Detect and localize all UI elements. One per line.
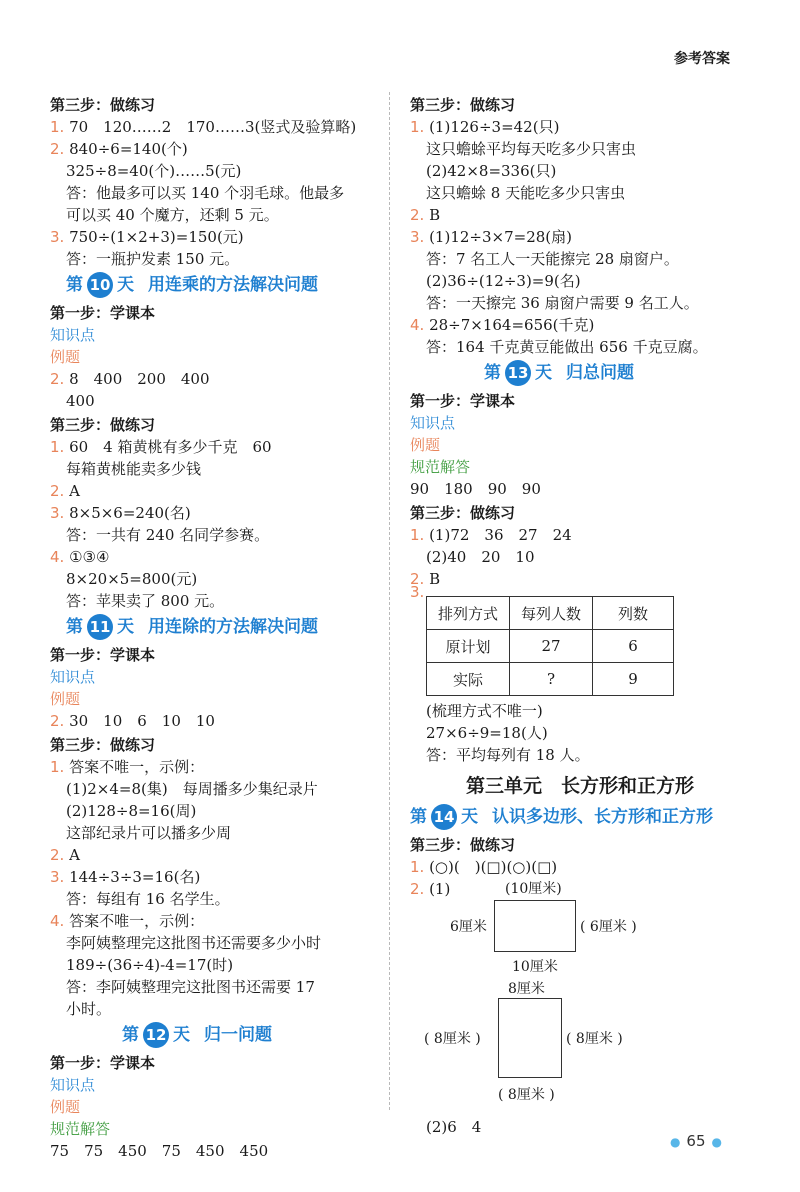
question-number: 3. bbox=[410, 228, 425, 246]
question-number: 2. bbox=[410, 880, 425, 898]
rectangle-right-label: ( 6厘米 ) bbox=[580, 919, 637, 935]
example-label: 例题 bbox=[50, 348, 81, 366]
answer-line: 答：7 名工人一天能擦完 28 扇窗户。 bbox=[426, 250, 679, 268]
answer-line: 小时。 bbox=[66, 1000, 112, 1018]
day-11-title bbox=[50, 612, 380, 642]
answer-line: 90 180 90 90 bbox=[410, 480, 541, 498]
knowledge-point-label: 知识点 bbox=[50, 326, 96, 344]
answer-line: 1. (○)( )(□)(○)(□) bbox=[410, 858, 558, 876]
day-suffix: 天 bbox=[535, 363, 552, 383]
day-13-title bbox=[410, 358, 750, 388]
day-number-badge: 12 bbox=[143, 1022, 169, 1048]
question-number: 2. bbox=[50, 482, 65, 500]
step-heading: 第三步：做练习 bbox=[50, 416, 156, 434]
day-topic: 归一问题 bbox=[204, 1025, 272, 1045]
day-prefix: 第 bbox=[122, 1025, 139, 1045]
day-prefix: 第 bbox=[484, 363, 501, 383]
table-row bbox=[427, 630, 674, 663]
answer-line: 2. B bbox=[410, 206, 441, 224]
answer-line: (2)42×8=336(只) bbox=[426, 162, 557, 180]
left-column bbox=[50, 92, 380, 1162]
question-number: 2. bbox=[50, 712, 65, 730]
answer-line: 4. ①③④ bbox=[50, 548, 110, 566]
answer-line: 400 bbox=[66, 392, 95, 410]
answer-line: 3. 144÷3÷3=16(名) bbox=[50, 868, 201, 886]
rectangle-top-label: (10厘米) bbox=[505, 881, 562, 897]
question-number: 1. bbox=[50, 758, 65, 776]
answer-line: 4. 答案不唯一，示例： bbox=[50, 912, 205, 930]
answer-line: 答：他最多可以买 140 个羽毛球。他最多 bbox=[66, 184, 345, 202]
day-number-badge: 14 bbox=[431, 804, 457, 830]
answer-line: 3. 8×5×6=240(名) bbox=[50, 504, 191, 522]
answer-line: 1. 答案不唯一，示例： bbox=[50, 758, 205, 776]
answer-line: 这只蟾蜍 8 天能吃多少只害虫 bbox=[426, 184, 626, 202]
unit-title: 第三单元 长方形和正方形 bbox=[465, 775, 694, 797]
square-shape bbox=[498, 998, 562, 1078]
example-label: 例题 bbox=[50, 690, 81, 708]
answer-line: 189÷(36÷4)-4=17(时) bbox=[66, 956, 234, 974]
question-number: 3. bbox=[50, 228, 65, 246]
day-number-badge: 13 bbox=[505, 360, 531, 386]
table-cell: 实际 bbox=[427, 663, 510, 696]
table-header-cell: 每列人数 bbox=[510, 597, 593, 630]
answer-line: 2. (1) bbox=[410, 880, 451, 898]
step-heading: 第三步：做练习 bbox=[50, 736, 156, 754]
day-prefix: 第 bbox=[410, 807, 427, 827]
question-number: 2. bbox=[50, 370, 65, 388]
question-number: 2. bbox=[410, 206, 425, 224]
answer-line: 答：李阿姨整理完这批图书还需要 17 bbox=[66, 978, 315, 996]
day-prefix: 第 bbox=[66, 275, 83, 295]
answer-line: (2)6 4 bbox=[426, 1118, 482, 1136]
standard-answer-label: 规范解答 bbox=[410, 458, 471, 476]
question-number: 2. bbox=[50, 140, 65, 158]
step-heading: 第一步：学课本 bbox=[50, 1054, 156, 1072]
answer-line: 8×20×5=800(元) bbox=[66, 570, 198, 588]
answer-line: 3. (1)12÷3×7=28(扇) bbox=[410, 228, 572, 246]
question-number: 1. bbox=[50, 438, 65, 456]
answer-line: 这只蟾蜍平均每天吃多少只害虫 bbox=[426, 140, 637, 158]
answer-line: 2. 30 10 6 10 10 bbox=[50, 712, 215, 730]
day-10-title bbox=[50, 270, 380, 300]
table-row bbox=[427, 663, 674, 696]
square-right-label: ( 8厘米 ) bbox=[566, 1031, 623, 1047]
page-header: 参考答案 bbox=[674, 51, 730, 67]
day-topic: 认识多边形、长方形和正方形 bbox=[492, 807, 713, 827]
question-number: 4. bbox=[410, 316, 425, 334]
answer-line: (2)128÷8=16(周) bbox=[66, 802, 197, 820]
right-column bbox=[410, 92, 750, 1148]
day-suffix: 天 bbox=[117, 617, 134, 637]
table-cell: ? bbox=[510, 663, 593, 696]
answer-line: 1. (1)72 36 27 24 bbox=[410, 526, 572, 544]
table-header-cell: 列数 bbox=[593, 597, 674, 630]
answer-line: 答：164 千克黄豆能做出 656 千克豆腐。 bbox=[426, 338, 708, 356]
step-heading: 第三步：做练习 bbox=[410, 836, 516, 854]
question-number: 1. bbox=[410, 858, 425, 876]
answer-line: 答：平均每列有 18 人。 bbox=[426, 746, 590, 764]
answer-line: 李阿姨整理完这批图书还需要多少小时 bbox=[66, 934, 322, 952]
day-prefix: 第 bbox=[66, 617, 83, 637]
question-number: 4. bbox=[50, 912, 65, 930]
answer-line: 3. 750÷(1×2+3)=150(元) bbox=[50, 228, 244, 246]
question-number: 2. bbox=[410, 570, 425, 588]
standard-answer-label: 规范解答 bbox=[50, 1120, 111, 1138]
page-number bbox=[664, 1132, 728, 1150]
day-14-title bbox=[410, 802, 750, 832]
answer-line: 1. 60 4 箱黄桃有多少千克 60 bbox=[50, 438, 272, 456]
day-suffix: 天 bbox=[117, 275, 134, 295]
day-number-badge: 11 bbox=[87, 614, 113, 640]
answer-line: (2)40 20 10 bbox=[426, 548, 535, 566]
step-heading: 第三步：做练习 bbox=[410, 504, 516, 522]
question-number: 3. bbox=[50, 868, 65, 886]
day-12-title bbox=[50, 1020, 380, 1050]
page-dot-icon: ● bbox=[711, 1135, 722, 1149]
answer-line: 可以买 40 个魔方，还剩 5 元。 bbox=[66, 206, 279, 224]
example-label: 例题 bbox=[410, 436, 441, 454]
answer-line: 325÷8=40(个)……5(元) bbox=[66, 162, 242, 180]
answer-line: (1)2×4=8(集) 每周播多少集纪录片 bbox=[66, 780, 318, 798]
day-suffix: 天 bbox=[173, 1025, 190, 1045]
day-suffix: 天 bbox=[461, 807, 478, 827]
answer-line: 答：一瓶护发素 150 元。 bbox=[66, 250, 240, 268]
step-heading: 第三步：做练习 bbox=[50, 96, 156, 114]
question-number: 1. bbox=[410, 526, 425, 544]
arrangement-table bbox=[426, 596, 674, 696]
answer-line: 2. 840÷6=140(个) bbox=[50, 140, 188, 158]
question-number: 4. bbox=[50, 548, 65, 566]
rectangle-shape bbox=[494, 900, 576, 952]
square-bottom-label: ( 8厘米 ) bbox=[498, 1087, 555, 1103]
table-header-cell: 排列方式 bbox=[427, 597, 510, 630]
question-number: 3. bbox=[50, 504, 65, 522]
answer-line: (2)36÷(12÷3)=9(名) bbox=[426, 272, 581, 290]
knowledge-point-label: 知识点 bbox=[50, 1076, 96, 1094]
answer-line: 75 75 450 75 450 450 bbox=[50, 1142, 269, 1160]
square-left-label: ( 8厘米 ) bbox=[424, 1031, 481, 1047]
day-topic: 用连乘的方法解决问题 bbox=[148, 275, 318, 295]
answer-line: 答：一共有 240 名同学参赛。 bbox=[66, 526, 270, 544]
question-number: 3. bbox=[410, 583, 425, 601]
day-topic: 用连除的方法解决问题 bbox=[148, 617, 318, 637]
table-cell: 6 bbox=[593, 630, 674, 663]
answer-line: 2. A bbox=[50, 846, 80, 864]
question-number: 2. bbox=[50, 846, 65, 864]
answer-line: 答：苹果卖了 800 元。 bbox=[66, 592, 225, 610]
step-heading: 第一步：学课本 bbox=[50, 646, 156, 664]
answer-line: 每箱黄桃能卖多少钱 bbox=[66, 460, 202, 478]
square-top-label: 8厘米 bbox=[508, 981, 545, 997]
answer-line: 答：每组有 16 名学生。 bbox=[66, 890, 230, 908]
day-topic: 归总问题 bbox=[566, 363, 634, 383]
answer-line: 2. 8 400 200 400 bbox=[50, 370, 210, 388]
table-cell: 9 bbox=[593, 663, 674, 696]
answer-line: 1. 70 120……2 170……3(竖式及验算略) bbox=[50, 118, 357, 136]
knowledge-point-label: 知识点 bbox=[410, 414, 456, 432]
example-label: 例题 bbox=[50, 1098, 81, 1116]
question-number: 1. bbox=[50, 118, 65, 136]
answer-line: 27×6÷9=18(人) bbox=[426, 724, 548, 742]
rectangle-left-label: 6厘米 bbox=[450, 919, 487, 935]
page-dot-icon: ● bbox=[669, 1135, 681, 1149]
column-divider bbox=[389, 92, 390, 1110]
table-cell: 原计划 bbox=[427, 630, 510, 663]
day-number-badge: 10 bbox=[87, 272, 113, 298]
knowledge-point-label: 知识点 bbox=[50, 668, 96, 686]
answer-line: 1. (1)126÷3=42(只) bbox=[410, 118, 560, 136]
table-cell: 27 bbox=[510, 630, 593, 663]
answer-line: 这部纪录片可以播多少周 bbox=[66, 824, 232, 842]
step-heading: 第一步：学课本 bbox=[410, 392, 516, 410]
question-number: 1. bbox=[410, 118, 425, 136]
step-heading: 第一步：学课本 bbox=[50, 304, 156, 322]
table-header-row bbox=[427, 597, 674, 630]
step-heading: 第三步：做练习 bbox=[410, 96, 516, 114]
answer-line: 2. A bbox=[50, 482, 80, 500]
answer-line: 2. B bbox=[410, 570, 441, 588]
answer-line: 答：一天擦完 36 扇窗户需要 9 名工人。 bbox=[426, 294, 699, 312]
page-number-text: 65 bbox=[686, 1132, 706, 1150]
answer-line: 4. 28÷7×164=656(千克) bbox=[410, 316, 595, 334]
answer-line bbox=[410, 583, 750, 601]
answer-line: (梳理方式不唯一) bbox=[426, 702, 543, 720]
rectangle-bottom-label: 10厘米 bbox=[512, 959, 558, 975]
